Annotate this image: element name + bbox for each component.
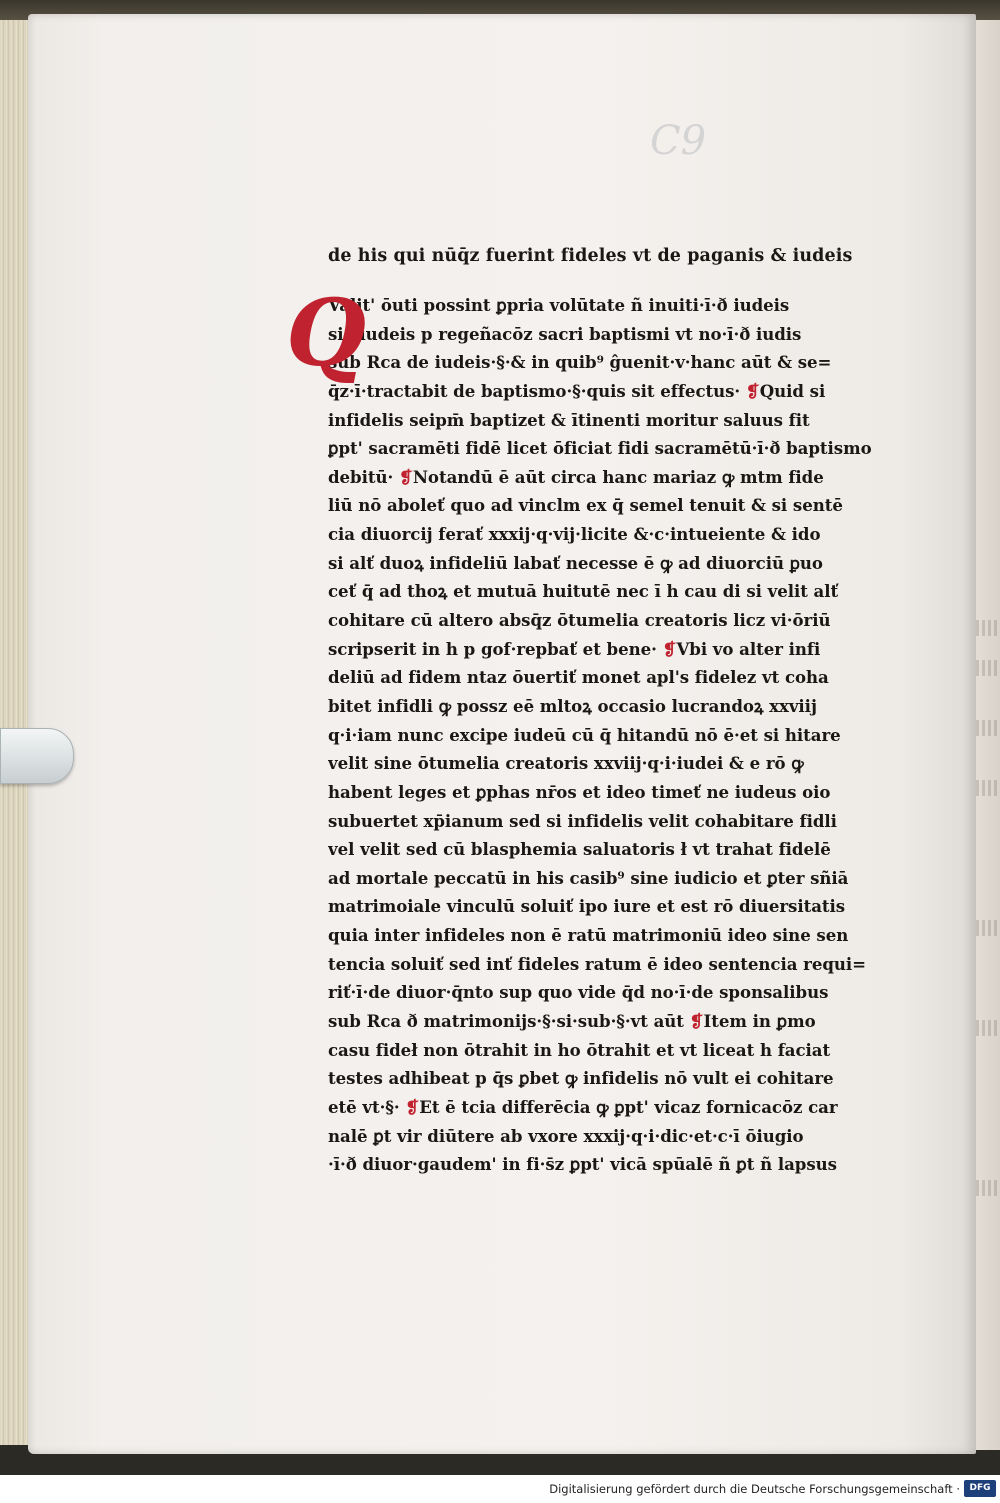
text-line: q̄z·ī·tractabit de baptismo·§·quis sit effectus· ❡Quid si <box>328 380 826 401</box>
paragraph-mark-icon: ❡ <box>745 380 760 401</box>
text-line: riť·ī·de diuor·q̄nto sup quo vide q̄d no·ī·de sponsalibus <box>328 982 829 1003</box>
text-line: casu fideł non ōtrahit in ho ōtrahit et vt liceat h faciat <box>328 1039 831 1060</box>
text-line: si alť duoꝝ infideliū labať necesse ē ꝙ ad diuorciū ꝑuo <box>328 552 823 573</box>
text-line: ceť q̄ ad thoꝝ et mutuā huitutē nec ī h cau di si velit alť <box>328 581 839 602</box>
text-line: cia diuorcij ferať xxxij·q·vij·licite &·c·intueiente & ido <box>328 524 821 545</box>
text-line: bitet infidli ꝙ possz eē mltoꝝ occasio lucrandoꝝ xxviij <box>328 695 817 716</box>
show-through-mark: C9 <box>650 118 707 164</box>
paragraph-mark-icon: ❡ <box>689 1011 704 1032</box>
text-block <box>286 244 918 1179</box>
paragraph-mark-icon: ❡ <box>662 638 677 659</box>
text-line: sic iudeis p regeñacōz sacri baptismi vt no·ī·ð iudis <box>328 323 802 344</box>
text-line: deliū ad fidem ntaz ōuertiť monet apl's fidelez vt coha <box>328 667 829 688</box>
text-line: subuertet xp̄ianum sed si infidelis velit cohabitare fidli <box>328 810 837 831</box>
text-line: sub Rca de iudeis·§·& in quib⁹ ĝuenit·v·hanc aūt & se= <box>328 352 832 373</box>
text-line: infidelis seipm̄ baptizet & ītinenti moritur saluus fit <box>328 409 810 430</box>
text-line: liū nō aboleť quo ad vinclm ex q̄ semel tenuit & si sentē <box>328 495 843 516</box>
paragraph-mark-icon: ❡ <box>405 1096 420 1117</box>
text-line: cohitare cū altero absq̄z ōtumelia creatoris licz vi·ōriū <box>328 610 831 631</box>
text-line: scripserit in h p gof·repbať et bene· ❡Vbi vo alter infi <box>328 638 821 659</box>
text-line: debitū· ❡Notandū ē aūt circa hanc mariaz ꝙ mtm fide <box>328 466 824 487</box>
text-line: testes adhibeat p q̄s ꝑbet ꝙ infidelis nō vult ei cohitare <box>328 1068 834 1089</box>
text-line: ·ī·ð diuor·gaudem' in fi·s̄z ꝑpt' vicā spūalē ñ ꝑt ñ lapsus <box>328 1154 837 1175</box>
text-line: ꝑpt' sacramēti fidē licet ōficiat fidi sacramētū·ī·ð baptismo <box>328 438 872 459</box>
funding-credit: Digitalisierung gefördert durch die Deutsche Forschungsgemeinschaft · <box>549 1482 960 1496</box>
text-line: quia inter infideles non ē ratū matrimoniū ideo sine sen <box>328 925 849 946</box>
text-line: nalē ꝑt vir diūtere ab vxore xxxij·q·i·dic·et·c·ī ōiugio <box>328 1125 804 1146</box>
text-line: etē vt·§· ❡Et ē tcia differēcia ꝙ ꝑpt' vicaz fornicacōz car <box>328 1096 838 1117</box>
footer-bar <box>0 1475 1000 1503</box>
page-header: de his qui nūq̄z fuerint fideles vt de paganis & iudeis <box>328 246 853 266</box>
text-line: matrimoiale vinculū soluiť ipo iure et est rō diuersitatis <box>328 896 846 917</box>
text-line: velit sine ōtumelia creatoris xxviij·q·i·iudei & e rō ꝙ <box>328 753 804 774</box>
plastic-clip <box>0 728 74 784</box>
text-line: Valit' ōuti possint ꝑpria volūtate ñ inuiti·ī·ð iudeis <box>328 295 790 315</box>
text-line: ad mortale peccatū in his casib⁹ sine iudicio et ꝑter sñiā <box>328 867 849 888</box>
text-line: habent leges et ꝑphas nr̄os et ideo timeť ne iudeus oio <box>328 781 831 802</box>
rubricated-initial: Q <box>286 279 367 387</box>
text-line: tencia soluiť sed inť fideles ratum ē ideo sentencia requi= <box>328 953 867 974</box>
paragraph-mark-icon: ❡ <box>398 466 413 487</box>
text-line: sub Rca ð matrimonijs·§·si·sub·§·vt aūt ❡Item in ꝑmo <box>328 1011 816 1032</box>
dfg-logo-icon: DFG <box>964 1480 996 1497</box>
text-line: vel velit sed cū blasphemia saluatoris ł vt trahat fidelē <box>328 839 831 860</box>
text-line: q·i·iam nunc excipe iudeū cū q̄ hitandū nō ē·et si hitare <box>328 724 841 745</box>
text-lines <box>286 279 918 1179</box>
